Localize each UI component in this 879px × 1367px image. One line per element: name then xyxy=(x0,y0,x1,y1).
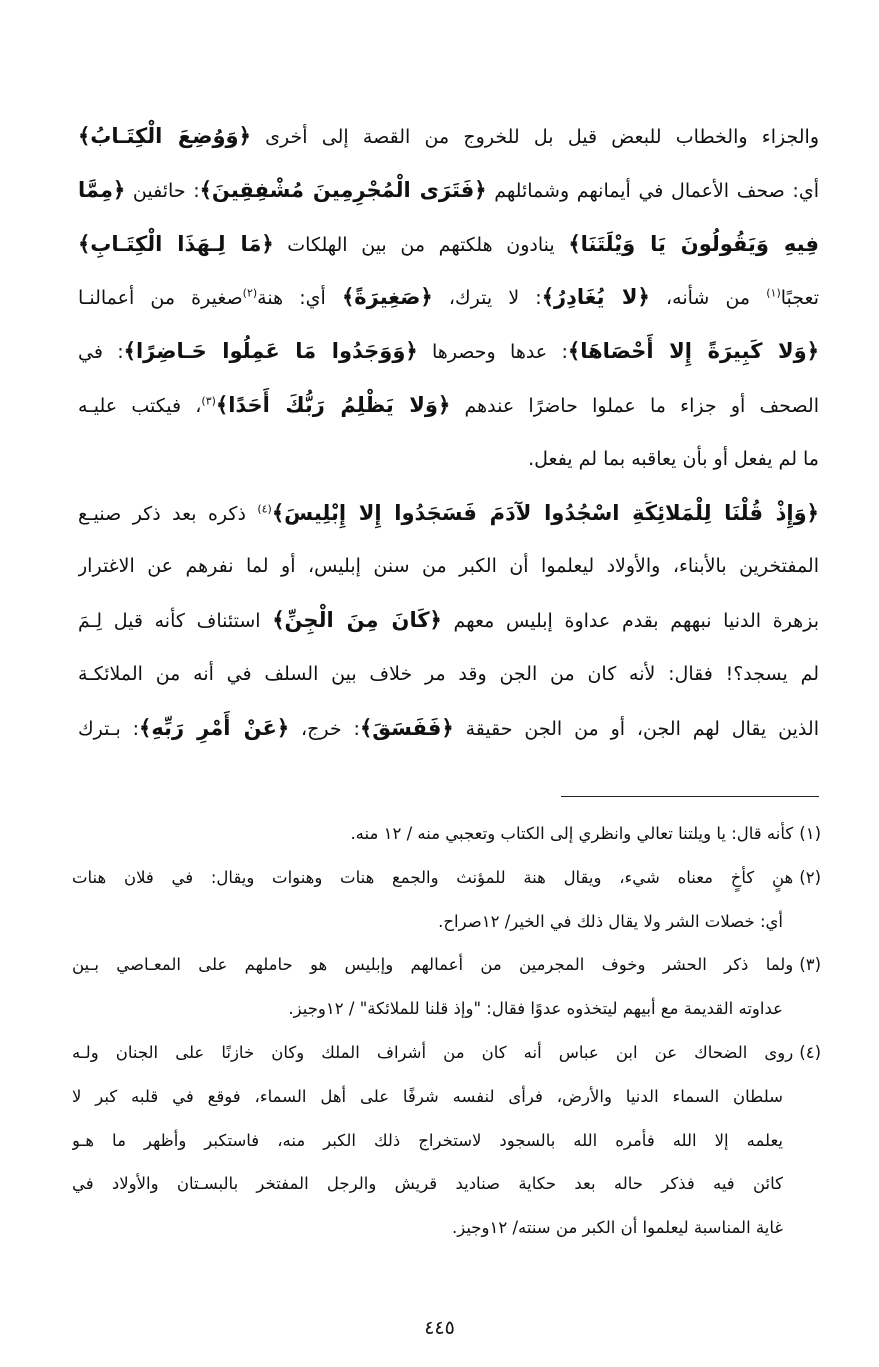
text-line xyxy=(78,702,819,756)
text-line xyxy=(78,164,819,218)
footnote-text: عداوته القديمة مع أبيهم ليتخذوه عدوًا فقال: "وإذ قلنا للملائكة" / ١٢وجيز. xyxy=(288,999,783,1019)
footnote-marker: (٣) xyxy=(201,394,216,408)
footnote-text: يعلمه إلا الله فأمره الله بالسجود لاستخراج ذلك الكبر منه، فاستكبر وأظهر ما هـو xyxy=(72,1130,783,1150)
footnote-number: (٤) xyxy=(799,1042,821,1062)
quran-quote: ﴿وَوَجَدُوا مَا عَمِلُوا حَـاضِرًا﴾ xyxy=(123,339,418,364)
footnote-line xyxy=(72,812,821,856)
text-line xyxy=(78,648,819,702)
footnote-number: (١) xyxy=(799,824,821,843)
footnote-line xyxy=(72,856,821,900)
text-segment: ينادون هلكتهم من بين الهلكات xyxy=(273,233,569,256)
text-line xyxy=(78,379,819,433)
text-line xyxy=(78,218,819,272)
quran-quote: فِيهِ وَيَقُولُونَ يَا وَيْلَتَنَا﴾ xyxy=(568,231,819,256)
quran-quote: ﴿وَوُضِعَ الْكِتَـابُ﴾ xyxy=(78,124,251,148)
text-segment: من شأنه، xyxy=(649,287,767,310)
footnote-text: ولما ذكر الحشر وخوف المجرمين من أعمالهم وإبليس هو حاملهم على المعـاصي بـين xyxy=(72,955,794,975)
quran-quote: ﴿وَلا يَظْلِمُ رَبُّكَ أَحَدًا﴾ xyxy=(215,392,451,417)
quran-quote: ﴿فَتَرَى الْمُجْرِمِينَ مُشْفِقِينَ﴾ xyxy=(199,177,487,202)
main-text-body xyxy=(78,110,819,756)
text-segment: الصحف أو جزاء ما عملوا حاضرًا عندهم xyxy=(450,394,819,417)
quran-quote: ﴿صَغِيرَةً﴾ xyxy=(341,285,433,310)
footnote-text: كأنه قال: يا ويلتنا تعالي وانظري إلى الكتاب وتعجبي منه / ١٢ منه. xyxy=(350,824,794,843)
footnote-line xyxy=(72,900,821,944)
text-segment: : بـترك xyxy=(78,717,140,740)
text-segment: : خرج، xyxy=(289,717,360,740)
quran-quote: ﴿وَإِذْ قُلْنَا لِلْمَلائِكَةِ اسْجُدُوا لآدَمَ فَسَجَدُوا إِلا إِبْلِيسَ﴾ xyxy=(271,500,819,525)
footnote-line xyxy=(72,987,821,1031)
text-segment: والجزاء والخطاب للبعض قيل بل للخروج من القصة إلى أخرى xyxy=(250,126,819,148)
text-segment: : في xyxy=(78,341,124,364)
text-segment: ذكره بعد ذكر صنيـع xyxy=(78,502,258,525)
footnote-line xyxy=(72,1075,821,1119)
footnote-number: (٣) xyxy=(799,955,821,975)
quran-quote: ﴿كَانَ مِنَ الْجِنِّ﴾ xyxy=(272,608,442,633)
text-segment: استئناف كأنه قيل لِـمَ xyxy=(78,610,273,633)
text-segment: : لا يترك، xyxy=(432,287,542,310)
footnote-text: روى الضحاك عن ابن عباس أنه كان من أشراف الملك وكان خازنًا على الجنان ولـه xyxy=(72,1042,794,1062)
footnote-number: (٢) xyxy=(799,867,821,887)
footnote-text: سلطان السماء الدنيا والأرض، فرأى لنفسه شرفًا على أهل السماء، فوقع في قلبه كبر لا xyxy=(72,1086,783,1106)
text-segment: ما لم يفعل أو بأن يعاقبه بما لم يفعل. xyxy=(528,447,819,470)
page-number: ٤٤٥ xyxy=(424,1317,455,1339)
quran-quote: ﴿وَلا كَبِيرَةً إِلا أَحْصَاهَا﴾ xyxy=(567,339,819,364)
footnote-marker: (١) xyxy=(766,287,781,301)
quran-quote: ﴿عَنْ أَمْرِ رَبِّهِ﴾ xyxy=(139,715,290,740)
text-line xyxy=(78,110,819,164)
quran-quote: ﴿مَا لِـهَذَا الْكِتَـابِ﴾ xyxy=(78,231,274,256)
footnote-line xyxy=(72,1162,821,1206)
text-segment: أي: صحف الأعمال في أيمانهم وشمائلهم xyxy=(486,179,819,202)
quran-quote: ﴿لا يُغَادِرُ﴾ xyxy=(541,285,650,310)
text-line xyxy=(78,540,819,594)
text-segment: أي: هنة xyxy=(257,287,342,310)
text-segment: بزهرة الدنيا نبههم بقدم عداوة إبليس معهم xyxy=(441,610,819,633)
text-segment: لم يسجد؟! فقال: لأنه كان من الجن وقد مر خلاف بين السلف في أنه من الملائكـة xyxy=(78,662,819,685)
footnotes-section xyxy=(72,812,821,1250)
footnote-line xyxy=(72,1119,821,1163)
footnote-marker: (٤) xyxy=(257,502,272,516)
text-segment: تعجبًا xyxy=(780,287,819,310)
footnote-marker: (٢) xyxy=(242,287,258,301)
text-segment: المفتخرين بالأبناء، والأولاد ليعلموا أن الكبر من سنن إبليس، أو لما نفرهم عن الاغترار xyxy=(78,555,819,578)
footnote-text: غاية المناسبة ليعلموا أن الكبر من سنته/ ١٢وجيز. xyxy=(451,1218,783,1238)
text-line xyxy=(78,594,819,648)
footnote-line xyxy=(72,1031,821,1075)
text-segment: صغيرة من أعمالنـا xyxy=(78,287,243,310)
footnote-text: أي: خصلات الشر ولا يقال ذلك في الخير/ ١٢صراح. xyxy=(438,911,783,931)
text-line xyxy=(78,325,819,379)
text-segment: ، فيكتب عليـه xyxy=(78,394,202,417)
footnote-text: كائن فيه فذكر حاله بعد حكاية صناديد قريش والرجل المفتخر بالبسـتان والأولاد في xyxy=(72,1174,783,1194)
footnote-divider xyxy=(561,796,819,797)
footnote-text: هنٍ كأخٍ معناه شيء، ويقال هنة للمؤنث والجمع هنات وهنوات ويقال: في فلان هنات xyxy=(72,867,794,887)
footnote-line xyxy=(72,943,821,987)
text-line xyxy=(78,487,819,541)
footnote-line xyxy=(72,1206,821,1250)
text-segment: : حائفين xyxy=(125,179,200,202)
text-line xyxy=(78,433,819,487)
quran-quote: ﴿فَفَسَقَ﴾ xyxy=(359,715,454,740)
text-segment: : عدها وحصرها xyxy=(417,341,568,364)
quran-quote: ﴿مِمَّا xyxy=(78,177,126,202)
text-line xyxy=(78,271,819,325)
text-segment: الذين يقال لهم الجن، أو من الجن حقيقة xyxy=(453,717,819,740)
